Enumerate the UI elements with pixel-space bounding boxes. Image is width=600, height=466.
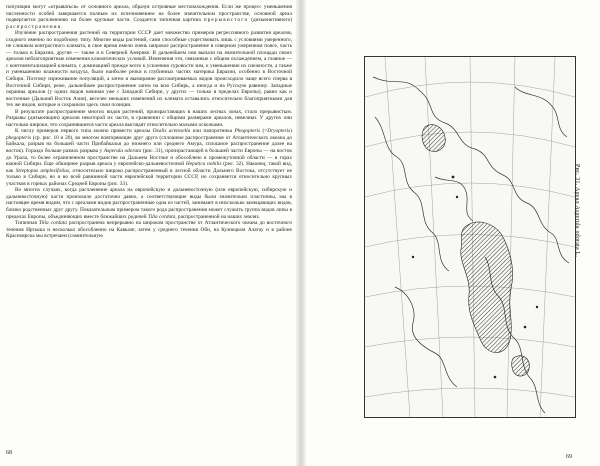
left-page-number: 68 [6, 450, 12, 456]
paragraph-text: или папоротника [190, 128, 235, 135]
paragraph-text: Типичная [15, 220, 39, 227]
paragraph-text: популяции могут «отрываться» от основного ареала, образуя островные местонахождения. Если же процесс уменьшения численности особей завершается полным их исчезновением на более значительном пространстве, основной ареал подвергается расчленению на более крупные части. Создается типичная картина [6, 4, 292, 24]
paragraph-text: Tilia cordata [38, 220, 67, 227]
paragraph [6, 30, 292, 109]
paragraph-text: Tilia cordata [147, 213, 176, 220]
book-gutter [296, 0, 306, 466]
left-page [6, 4, 292, 462]
paragraph-text: Изучение распространения растений на территории СССР дает множество примеров регрессивного развития ареалов, сходного именно по подобному типу. Многие виды растений, сами способные существовать лишь с условиями умеренного, не слишком контрастного климата, в свое время имели очень широкое распространение в северном умеренном поясе, часть — только в Евразии, другие — также и в Северной Америке. В дальнейшем они выпали на значительной площади своих ареалов неблагоприятные изменения климатических условий. Изменения эти, связанные с общим охлаждением, а главное — с континентализацией климата, с доминацией прежде всего к усилению суровости зим, к уменьшению их снежности, а также и уменьшению влажности воздуха, были наиболее резки в глубинных частях материка Евразии, особенно в Восточной Сибири. Поэтому изреживание популяций, а затем и вымирание рассматриваемых видов происходило чаще всего сперва в Восточной Сибири, реже, дальнейшее распространение затем на всю Сибирь, а иногда и на Русскую равнину. Западные окраины ареалов (у одних видов начиная уже с Западной Сибири, у других — только в пределах Европы), равно как и восточные (Дальний Восток Азии), веселее меньших изменений их климата оставались относительно благоприятными для тех же видов, которые и сохранили здесь свои позиции. [6, 30, 292, 109]
paragraph [6, 128, 292, 187]
paragraph-text: К числу примеров первого типа можно привести ареалы [15, 128, 153, 135]
paragraph-text: В результате распространение многих видов растений, произрастающих в наших лесных зонах, стало прерывистым. Разрывы (дизъюнкции) ареалов некоторой их части, в сравнении с общими размерами ареалов, невелики. У других они настолько широки, что сохранившиеся части ареала выглядят относительно малыми осколками. [6, 108, 292, 128]
paragraph-text: Asperula odorata [103, 148, 142, 155]
paragraph [6, 187, 292, 220]
paragraph-text: Phegopteris [234, 128, 261, 135]
paragraph-text: , распространенной на наших землях. [175, 213, 261, 220]
range-map [364, 56, 576, 418]
paragraph-text: ) [290, 128, 292, 135]
paragraph-text: Во многих случаях, когда расчленение ареала на европейскую и дальневосточную (или европейскую, сибирскую и дальневосточную) части произошло достаточно давно, а соответствующие виды были значительно пластичны, мы в настоящее время видим, что с ареалами видов распространенные одна из частей, занимают в нихсколько замещающих видов, близко родственных друг другу. Показательным примером такого рода распространения может служить группа видов липы в пределах Европы, объединяющих вместе ближайших родичей [6, 187, 292, 220]
paragraph [6, 220, 292, 240]
paragraph-text: (рис. 31), произрастающей в большей части Европы — на восток до Урала, то более ограниченном пространстве на Дальнем Востоке и обособлено в промежуточной области — в горах южной Сибири. Еще обширнее разрыв ареала у европейско-дальневосточной [6, 148, 292, 168]
map-range-areas [422, 125, 529, 376]
paragraph-text: Oxalis acetosella [152, 128, 191, 135]
paragraph-text: (рис. 32). Наконец, такой вид, как [6, 161, 292, 174]
paragraph-text: распространена непрерывно на широком пространстве от Атлантического океана до восточного течения Иртыша и несколько обособленно на Кавказе; затем у среднего течения Оби, на Кузнецком Алатау и в районе Красноярска мы встречаем (сомнительную [6, 220, 292, 240]
range-map-figure [365, 57, 575, 417]
paragraph [6, 4, 292, 30]
right-page-number: 69 [566, 454, 572, 460]
paragraph-text: Dryopteris [267, 128, 291, 135]
paragraph-text: распространения. [6, 23, 64, 30]
paragraph-text: Hepatica nobilis [185, 161, 222, 168]
paragraph-text: , относительно широко распространенный в лесной области Дальнего Востока, отсутствует не только в Сибири, но и во всей равнинной части европейской территории СССР, но сохраняется относительно крупных участков в горных районах Средней Европы (рис. 33). [6, 167, 292, 187]
figure-caption: Рис. 31. Ареал Asperula odorata L. [574, 164, 580, 258]
paragraph-text: phegopteris [6, 134, 32, 141]
paragraph-text: прерывистого [203, 17, 249, 24]
paragraph-text: (ср. рис. 10 и 20), во многом повторяющие друг друга (сплошное распространение от Атлантического океана до Байкала, разрыв на большей части Прибайкалья до нижнего или среднего Амура, сплошное распространение далее на восток). Гораздо больше размах разрыва у [6, 134, 292, 155]
paragraph-text: (дизъюнктивного) [248, 17, 292, 24]
paragraph-text: (= [260, 128, 268, 135]
paragraph-text: Streptopus amplexifolius [15, 167, 69, 174]
paragraph [6, 109, 292, 129]
right-page [308, 4, 596, 462]
left-page-text [6, 4, 292, 240]
